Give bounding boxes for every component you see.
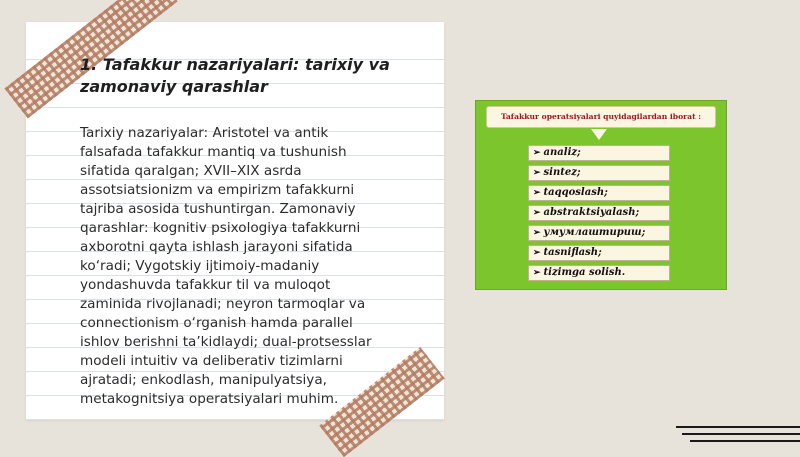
list-item: ➢ умумлаштириш; bbox=[528, 225, 670, 241]
arrow-bullet-icon: ➢ bbox=[533, 208, 541, 218]
decorative-lines bbox=[676, 424, 800, 446]
arrow-bullet-icon: ➢ bbox=[533, 148, 541, 158]
figure-heading: Tafakkur operatsiyalari quyidagilardan iborat : bbox=[486, 106, 716, 128]
list-item: ➢ tizimga solish. bbox=[528, 265, 670, 281]
slide-title: 1. Tafakkur nazariyalari: tarixiy va zamonaviy qarashlar bbox=[80, 55, 390, 96]
arrow-bullet-icon: ➢ bbox=[533, 268, 541, 278]
operations-list bbox=[528, 145, 670, 285]
slide-body-text: Tarixiy nazariyalar: Aristotel va antik falsafada tafakkur mantiq va tushunish sifatida qaralgan; XVII–XIX asrda assotsiatsionizm va empirizm tafakkurni tajriba asosida tushuntirgan. Zamonaviy qarashlar: kognitiv psixologiya tafakkurni axborotni qayta ishlash jarayoni sifatida ko‘radi; Vygotskiy ijtimoiy-madaniy yondashuvda tafakkur til va muloqot zaminida rivojlanadi; neyron tarmoqlar va connectionism o‘rganish hamda parallel ishlov berishni ta’kidlaydi; dual-protsesslar modeli intuitiv va deliberativ tizimlarni ajratadi; enkodlash, manipulyatsiya, metakognitsiya operatsiyalari muhim. bbox=[80, 125, 372, 407]
list-item: ➢ tasniflash; bbox=[528, 245, 670, 261]
list-item: ➢ sintez; bbox=[528, 165, 670, 181]
arrow-bullet-icon: ➢ bbox=[533, 168, 541, 178]
list-item: ➢ taqqoslash; bbox=[528, 185, 670, 201]
decorative-line bbox=[690, 440, 800, 442]
list-item: ➢ abstraktsiyalash; bbox=[528, 205, 670, 221]
down-arrow-icon bbox=[591, 129, 607, 140]
decorative-line bbox=[676, 426, 800, 428]
arrow-bullet-icon: ➢ bbox=[533, 228, 541, 238]
arrow-bullet-icon: ➢ bbox=[533, 248, 541, 258]
decorative-line bbox=[682, 433, 800, 435]
thinking-operations-figure bbox=[475, 100, 727, 290]
arrow-bullet-icon: ➢ bbox=[533, 188, 541, 198]
list-item: ➢ analiz; bbox=[528, 145, 670, 161]
